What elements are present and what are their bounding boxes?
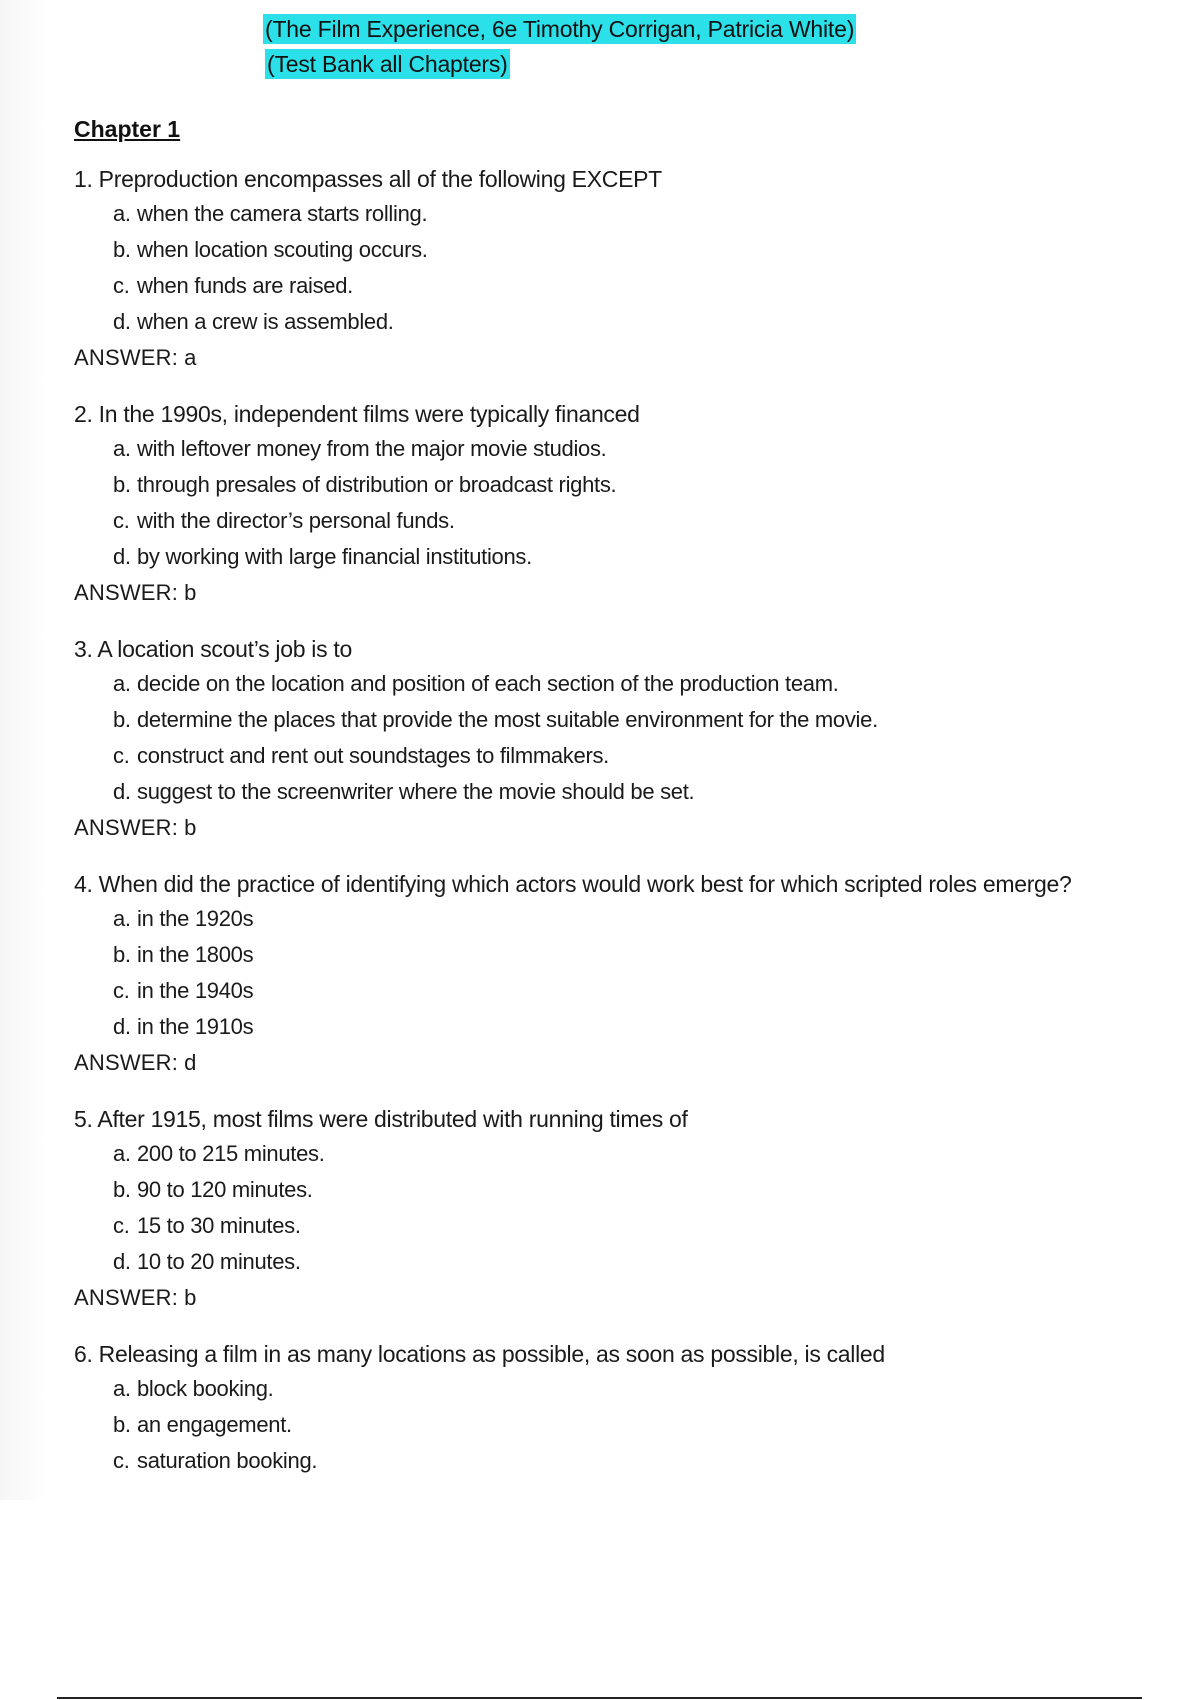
- question-spacer: [74, 376, 1134, 397]
- option-text: when location scouting occurs.: [137, 237, 428, 262]
- option-letter: a.: [113, 671, 131, 696]
- answer-option: [74, 1371, 1134, 1407]
- option-letter: d.: [113, 309, 131, 334]
- option-letter: b.: [113, 472, 131, 497]
- option-text: when funds are raised.: [137, 273, 353, 298]
- answer-key: [74, 1280, 1134, 1316]
- answer-option: [74, 1009, 1134, 1045]
- option-letter: a.: [113, 906, 131, 931]
- answer-option: [74, 304, 1134, 340]
- option-letter: b.: [113, 1412, 131, 1437]
- option-letter: a.: [113, 436, 131, 461]
- option-text: determine the places that provide the most suitable environment for the movie.: [137, 707, 878, 732]
- question-text: 1. Preproduction encompasses all of the following EXCEPT: [74, 166, 662, 192]
- question-text: 6. Releasing a film in as many locations as possible, as soon as possible, is called: [74, 1341, 885, 1367]
- option-letter: a.: [113, 1141, 131, 1166]
- answer-value: d: [184, 1050, 197, 1075]
- answer-option: [74, 1136, 1134, 1172]
- answer-key: [74, 340, 1134, 376]
- question-spacer: [74, 611, 1134, 632]
- option-text: 200 to 215 minutes.: [137, 1141, 325, 1166]
- option-text: suggest to the screenwriter where the movie should be set.: [137, 779, 695, 804]
- answer-option: [74, 268, 1134, 304]
- question-list: [74, 162, 1134, 1479]
- question-text: 4. When did the practice of identifying which actors would work best for which scripted roles emerge?: [74, 871, 1072, 897]
- answer-option: [74, 1208, 1134, 1244]
- question-item: [74, 632, 1134, 867]
- option-text: in the 1800s: [137, 942, 254, 967]
- option-text: in the 1920s: [137, 906, 254, 931]
- option-letter: c.: [113, 508, 130, 533]
- option-letter: b.: [113, 707, 131, 732]
- option-text: when a crew is assembled.: [137, 309, 394, 334]
- page-edge-shade: [0, 0, 48, 1500]
- answer-option: [74, 503, 1134, 539]
- question-spacer: [74, 846, 1134, 867]
- option-text: block booking.: [137, 1376, 274, 1401]
- answer-key: [74, 575, 1134, 611]
- answer-option: [74, 431, 1134, 467]
- answer-option: [74, 1407, 1134, 1443]
- option-text: saturation booking.: [137, 1448, 318, 1473]
- answer-value: b: [184, 815, 197, 840]
- option-text: decide on the location and position of each section of the production team.: [137, 671, 839, 696]
- answer-option: [74, 1443, 1134, 1479]
- answer-option: [74, 738, 1134, 774]
- question-spacer: [74, 1081, 1134, 1102]
- option-text: with leftover money from the major movie studios.: [137, 436, 607, 461]
- answer-option: [74, 774, 1134, 810]
- answer-option: [74, 539, 1134, 575]
- option-text: construct and rent out soundstages to filmmakers.: [137, 743, 609, 768]
- option-letter: b.: [113, 1177, 131, 1202]
- answer-option: [74, 232, 1134, 268]
- question-item: [74, 867, 1134, 1102]
- question-spacer: [74, 1316, 1134, 1337]
- answer-option: [74, 196, 1134, 232]
- option-letter: d.: [113, 1014, 131, 1039]
- question-item: [74, 397, 1134, 632]
- footer-divider: [57, 1697, 1142, 1699]
- option-text: when the camera starts rolling.: [137, 201, 428, 226]
- header-subtitle-line: (Test Bank all Chapters): [267, 51, 508, 77]
- option-text: an engagement.: [137, 1412, 292, 1437]
- answer-value: b: [184, 1285, 197, 1310]
- answer-option: [74, 467, 1134, 503]
- question-item: [74, 162, 1134, 397]
- answer-label: ANSWER:: [74, 345, 179, 370]
- answer-label: ANSWER:: [74, 580, 179, 605]
- option-text: 90 to 120 minutes.: [137, 1177, 313, 1202]
- answer-option: [74, 973, 1134, 1009]
- option-letter: c.: [113, 1213, 130, 1238]
- option-letter: d.: [113, 1249, 131, 1274]
- option-text: through presales of distribution or broadcast rights.: [137, 472, 617, 497]
- answer-label: ANSWER:: [74, 815, 179, 840]
- option-letter: a.: [113, 201, 131, 226]
- option-text: with the director’s personal funds.: [137, 508, 455, 533]
- answer-key: [74, 1045, 1134, 1081]
- option-letter: c.: [113, 978, 130, 1003]
- option-letter: c.: [113, 1448, 130, 1473]
- option-letter: a.: [113, 1376, 131, 1401]
- answer-value: b: [184, 580, 197, 605]
- option-text: in the 1910s: [137, 1014, 254, 1039]
- option-letter: d.: [113, 544, 131, 569]
- option-letter: b.: [113, 237, 131, 262]
- question-text: 2. In the 1990s, independent films were typically financed: [74, 401, 640, 427]
- question-text: 3. A location scout’s job is to: [74, 636, 352, 662]
- answer-label: ANSWER:: [74, 1050, 179, 1075]
- answer-option: [74, 1172, 1134, 1208]
- option-letter: c.: [113, 743, 130, 768]
- option-letter: b.: [113, 942, 131, 967]
- answer-option: [74, 666, 1134, 702]
- option-letter: c.: [113, 273, 130, 298]
- question-item: [74, 1102, 1134, 1337]
- answer-option: [74, 702, 1134, 738]
- question-item: [74, 1337, 1134, 1479]
- option-letter: d.: [113, 779, 131, 804]
- answer-key: [74, 810, 1134, 846]
- answer-option: [74, 937, 1134, 973]
- chapter-heading: Chapter 1: [74, 116, 181, 142]
- option-text: 15 to 30 minutes.: [137, 1213, 301, 1238]
- option-text: by working with large financial institutions.: [137, 544, 532, 569]
- question-text: 5. After 1915, most films were distributed with running times of: [74, 1106, 688, 1132]
- header-title-line: (The Film Experience, 6e Timothy Corrigan, Patricia White): [265, 16, 855, 42]
- answer-label: ANSWER:: [74, 1285, 179, 1310]
- option-text: in the 1940s: [137, 978, 254, 1003]
- answer-option: [74, 1244, 1134, 1280]
- answer-option: [74, 901, 1134, 937]
- answer-value: a: [184, 345, 197, 370]
- option-text: 10 to 20 minutes.: [137, 1249, 301, 1274]
